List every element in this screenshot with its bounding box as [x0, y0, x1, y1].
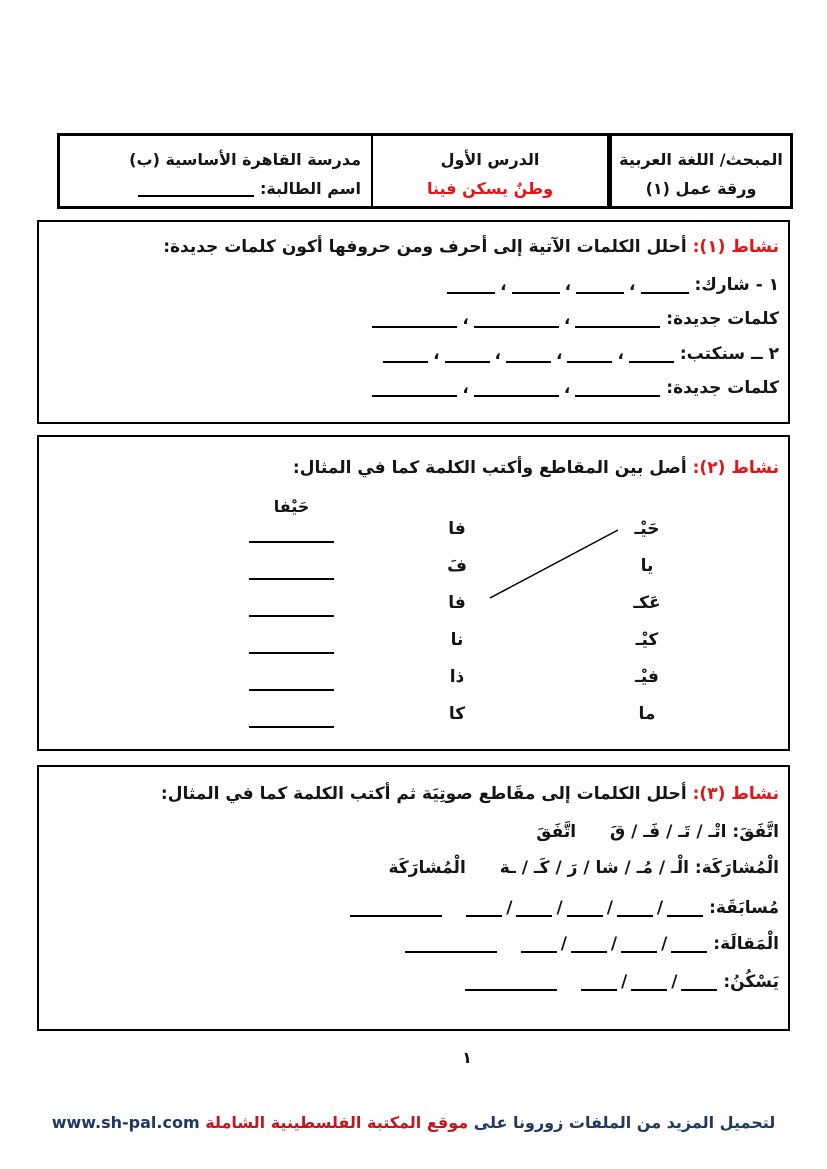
activity3-item2	[405, 931, 779, 958]
answer-blank	[516, 901, 552, 917]
activity3-item3	[465, 969, 779, 996]
student-name-blank	[138, 182, 254, 197]
comma-separator: ،	[556, 344, 563, 364]
activity1-box	[37, 220, 790, 424]
answer-blank-row	[249, 548, 334, 585]
example2-answer: الْمُشارَكَة	[388, 858, 466, 878]
footer-text-start: لتحميل المزيد من الملفات زورونا على	[473, 1113, 776, 1132]
example1-label: اتَّفَقَ:	[732, 822, 779, 842]
answer-blank	[445, 347, 490, 363]
answer-blank	[571, 937, 607, 953]
answer-blank	[447, 278, 495, 294]
header-cell-school	[60, 136, 371, 206]
activity3-item1	[350, 895, 779, 922]
syllable-item: نا	[450, 630, 464, 650]
answer-blank	[617, 901, 653, 917]
activity1-newwords2-label: كلمات جديدة:	[666, 378, 779, 398]
answer-blank	[671, 937, 707, 953]
answer-blank	[249, 548, 334, 580]
answer-blank-word	[405, 937, 497, 953]
syllable-item: فا	[448, 519, 466, 539]
activity2-middle-column	[431, 511, 483, 733]
activity1-title-text: أحلل الكلمات الآتية إلى أحرف ومن حروفها أكون كلمات جديدة:	[163, 237, 687, 257]
syllable-item: فيْـ	[635, 667, 659, 687]
activity2-right-column	[621, 511, 673, 733]
example2-syllables: الْـ / مُـ / شا / رَ / كَـ / ـة	[499, 858, 689, 878]
activity3-title	[161, 781, 779, 808]
activity1-item2	[383, 341, 779, 368]
answer-blank	[474, 312, 559, 328]
activity1-item1	[447, 272, 779, 299]
activity2-title	[293, 455, 779, 482]
answer-blank	[576, 278, 624, 294]
answer-blank	[575, 381, 660, 397]
activity1-item1-label: ١ - شارك:	[694, 275, 779, 295]
answer-blank	[512, 278, 560, 294]
example-answer: حَيْفا	[273, 497, 310, 516]
activity3-example1	[536, 819, 779, 846]
page-number: ١	[462, 1048, 472, 1067]
activity1-item2-label: ٢ ــ سنكتب:	[679, 344, 779, 364]
activity3-example2	[389, 855, 780, 882]
syllable-item: عَكـ	[633, 593, 661, 613]
answer-blank	[567, 901, 603, 917]
answer-blank	[249, 585, 334, 617]
slash-separator: /	[620, 972, 628, 992]
answer-blank-word	[350, 901, 442, 917]
answer-blank-row	[249, 622, 334, 659]
subject-line-1: المبحث/ اللغة العربية	[619, 150, 783, 169]
answer-blank	[621, 937, 657, 953]
comma-separator: ،	[500, 275, 507, 295]
comma-separator: ،	[629, 275, 636, 295]
footer	[0, 1110, 827, 1136]
header-cell-lesson	[371, 136, 607, 206]
answer-blank	[249, 659, 334, 691]
slash-separator: /	[506, 898, 513, 918]
comma-separator: ،	[563, 309, 571, 329]
answer-blank	[575, 312, 660, 328]
comma-separator: ،	[617, 344, 624, 364]
syllable-item: يا	[640, 556, 654, 576]
header-cell-subject	[607, 136, 790, 206]
student-name-row	[66, 174, 361, 203]
activity3-title-text: أحلل الكلمات إلى مقَاطع صوتِيَة ثم أكتب الكلمة كما في المثال:	[160, 784, 687, 804]
footer-url[interactable]: www.sh-pal.com	[51, 1113, 200, 1132]
activity3-item1-label: مُسابَقَة:	[709, 898, 779, 918]
activity2-box	[37, 435, 790, 751]
answer-blank	[667, 901, 703, 917]
example1-syllables: اتْـ / تَـ / فَـ / قَ	[610, 822, 727, 842]
activity1-title	[163, 234, 779, 261]
answer-blank	[506, 347, 551, 363]
answer-blank	[629, 347, 674, 363]
comma-separator: ،	[563, 378, 571, 398]
answer-blank	[372, 312, 457, 328]
answer-blank	[521, 937, 557, 953]
match-line	[39, 437, 788, 749]
lesson-title: الدرس الأول	[440, 150, 540, 169]
answer-blank	[372, 381, 457, 397]
activity1-newwords1	[372, 306, 779, 333]
answer-blank-word	[465, 975, 557, 991]
footer-site-name: موقع المكتبة الفلسطينية الشاملة	[205, 1113, 469, 1132]
slash-separator: /	[656, 898, 664, 918]
activity1-newwords1-label: كلمات جديدة:	[666, 309, 779, 329]
activity3-title-number: نشاط (٣):	[692, 784, 779, 804]
activity2-title-number: نشاط (٢):	[692, 458, 779, 478]
slash-separator: /	[556, 898, 563, 918]
answer-blank	[641, 278, 689, 294]
header-table	[57, 133, 793, 209]
syllable-item: كا	[448, 704, 466, 724]
answer-blank	[681, 975, 717, 991]
slash-separator: /	[606, 898, 613, 918]
slash-separator: /	[610, 934, 618, 954]
comma-separator: ،	[494, 344, 501, 364]
answer-blank-row	[249, 696, 334, 733]
comma-separator: ،	[433, 344, 440, 364]
syllable-item: ما	[638, 704, 656, 724]
syllable-item: ذا	[449, 667, 465, 687]
answer-blank	[581, 975, 617, 991]
answer-blank	[249, 511, 334, 543]
lesson-name: وطنٌ يسكن فينا	[426, 179, 554, 198]
answer-blank	[631, 975, 667, 991]
syllable-item: فا	[448, 593, 466, 613]
answer-blank-row	[249, 659, 334, 696]
answer-blank	[249, 622, 334, 654]
activity1-title-number: نشاط (١):	[692, 237, 779, 257]
example1-answer: اتَّفَقَ	[536, 822, 577, 842]
example2-label: الْمُشارَكَة:	[694, 858, 779, 878]
comma-separator: ،	[462, 378, 469, 398]
slash-separator: /	[661, 934, 668, 954]
answer-blank-row	[249, 511, 334, 548]
activity3-item2-label: الْمَقالَة:	[713, 934, 779, 954]
activity2-title-text: أصل بين المقاطع وأكتب الكلمة كما في المثال:	[292, 458, 687, 478]
answer-blank	[466, 901, 502, 917]
answer-blank	[383, 347, 428, 363]
comma-separator: ،	[462, 309, 469, 329]
slash-separator: /	[671, 972, 678, 992]
school-name: مدرسة القاهرة الأساسية (ب)	[129, 150, 361, 169]
activity2-answer-blanks	[249, 511, 334, 733]
activity3-item3-label: يَسْكُنُ:	[723, 972, 779, 992]
answer-blank	[249, 696, 334, 728]
activity1-newwords2	[372, 375, 779, 402]
syllable-item: كيْـ	[635, 630, 659, 650]
answer-blank-row	[249, 585, 334, 622]
syllable-item: حَيْـ	[634, 519, 660, 539]
syllable-item: فَ	[447, 556, 467, 576]
slash-separator: /	[560, 934, 567, 954]
subject-line-2: ورقة عمل (١)	[645, 179, 757, 198]
student-name-label: اسم الطالبة:	[259, 179, 361, 198]
answer-blank	[567, 347, 612, 363]
answer-blank	[474, 381, 559, 397]
activity3-box	[37, 765, 790, 1031]
comma-separator: ،	[564, 275, 572, 295]
